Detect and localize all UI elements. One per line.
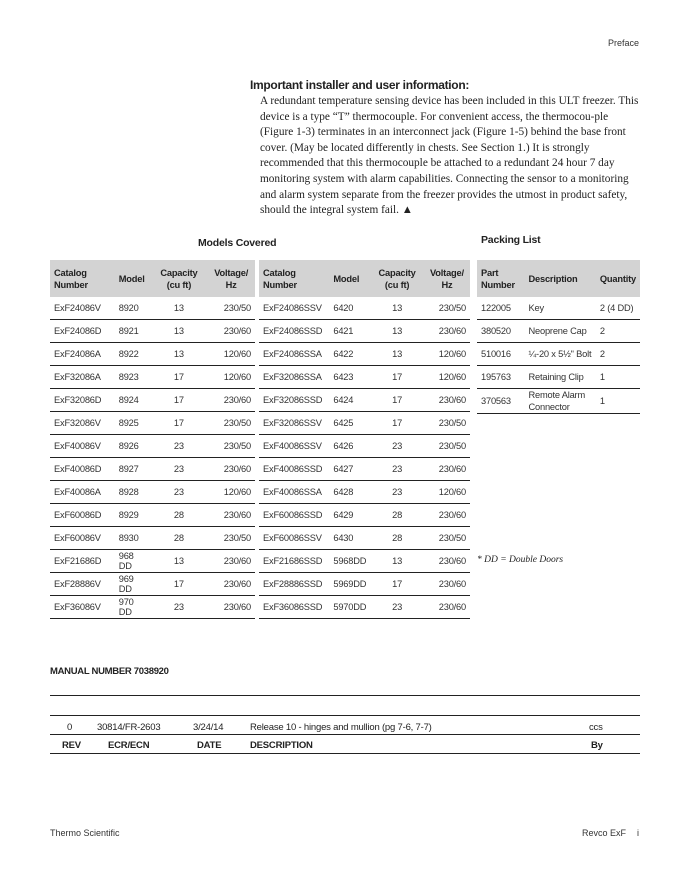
table-cell: 8923 xyxy=(115,366,151,389)
packing-note: * DD = Double Doors xyxy=(477,555,564,565)
table-cell: ExF32086V xyxy=(50,412,115,435)
table-cell: 17 xyxy=(151,412,208,435)
table-cell: ExF60086SSV xyxy=(259,527,329,550)
table-row xyxy=(50,435,255,458)
table-cell: 230/60 xyxy=(424,389,470,412)
by-value: ccs xyxy=(589,722,603,733)
table-row xyxy=(50,527,255,550)
table-cell: 8924 xyxy=(115,389,151,412)
table-cell: ExF40086D xyxy=(50,458,115,481)
section-header: Preface xyxy=(607,38,639,48)
table-cell: ExF24086SSV xyxy=(259,297,329,320)
column-header: Voltage/ Hz xyxy=(207,260,255,297)
page-number: i xyxy=(637,828,639,838)
table-cell: 380520 xyxy=(477,320,525,343)
table-cell: 230/50 xyxy=(207,297,255,320)
table-row xyxy=(259,343,470,366)
table-cell: 120/60 xyxy=(207,366,255,389)
table-row xyxy=(259,504,470,527)
table-cell: 969 DD xyxy=(115,573,151,596)
table-cell: 1 xyxy=(596,389,640,414)
table-cell: ExF28886SSD xyxy=(259,573,329,596)
table-cell: ExF24086A xyxy=(50,343,115,366)
table-row xyxy=(50,297,255,320)
table-cell: ExF32086SSD xyxy=(259,389,329,412)
table-cell: 120/60 xyxy=(424,343,470,366)
table-cell: ExF32086SSV xyxy=(259,412,329,435)
table-cell: Neoprene Cap xyxy=(525,320,596,343)
table-cell: 8925 xyxy=(115,412,151,435)
table-cell: 17 xyxy=(370,389,424,412)
table-cell: ExF32086SSA xyxy=(259,366,329,389)
footer-brand: Thermo Scientific xyxy=(50,828,120,838)
table-cell: 23 xyxy=(151,458,208,481)
table-cell: ExF21686SSD xyxy=(259,550,329,573)
table-cell: ExF40086SSV xyxy=(259,435,329,458)
table-cell: 195763 xyxy=(477,366,525,389)
table-cell: 6421 xyxy=(329,320,370,343)
table-row xyxy=(50,343,255,366)
table-cell: 2 xyxy=(596,343,640,366)
table-cell: 13 xyxy=(151,343,208,366)
table-cell: 17 xyxy=(370,573,424,596)
table-cell: ExF40086SSD xyxy=(259,458,329,481)
table-cell: 6422 xyxy=(329,343,370,366)
table-cell: 13 xyxy=(370,550,424,573)
column-header: Capacity (cu ft) xyxy=(370,260,424,297)
table-cell: ExF36086SSD xyxy=(259,596,329,619)
table-cell: 5968DD xyxy=(329,550,370,573)
column-header: Model xyxy=(115,260,151,297)
table-cell: 230/50 xyxy=(207,412,255,435)
table-cell: 230/60 xyxy=(207,389,255,412)
table-cell: ExF32086D xyxy=(50,389,115,412)
table-row xyxy=(50,366,255,389)
table-cell: 120/60 xyxy=(207,481,255,504)
table-cell: 230/50 xyxy=(424,412,470,435)
column-header: Model xyxy=(329,260,370,297)
table-row xyxy=(259,550,470,573)
rev-value: 0 xyxy=(67,722,73,733)
table-cell: 230/60 xyxy=(207,550,255,573)
date-value: 3/24/14 xyxy=(193,722,224,733)
column-header: Part Number xyxy=(477,260,525,297)
table-cell: 230/60 xyxy=(207,320,255,343)
table-cell: 970 DD xyxy=(115,596,151,619)
table-cell: 120/60 xyxy=(207,343,255,366)
column-header: Capacity (cu ft) xyxy=(151,260,208,297)
table-cell: 23 xyxy=(151,481,208,504)
table-row xyxy=(259,435,470,458)
header-row xyxy=(259,260,470,297)
table-cell: ExF40086SSA xyxy=(259,481,329,504)
table-cell: 230/50 xyxy=(207,435,255,458)
table-cell: 28 xyxy=(370,527,424,550)
info-title: Important installer and user information: xyxy=(250,78,470,92)
table-row xyxy=(259,389,470,412)
table-cell: 230/60 xyxy=(424,504,470,527)
divider xyxy=(50,695,640,696)
header-row xyxy=(50,260,255,297)
table-cell: 230/60 xyxy=(424,320,470,343)
models-table-right xyxy=(259,260,470,619)
table-cell: 230/60 xyxy=(424,458,470,481)
by-header: By xyxy=(591,740,603,751)
table-row xyxy=(259,596,470,619)
column-header: Catalog Number xyxy=(50,260,115,297)
table-row xyxy=(477,389,640,414)
table-cell: 230/60 xyxy=(207,504,255,527)
table-cell: 6426 xyxy=(329,435,370,458)
table-row xyxy=(50,458,255,481)
table-cell: 8927 xyxy=(115,458,151,481)
table-row xyxy=(477,366,640,389)
table-row xyxy=(259,573,470,596)
table-cell: 230/50 xyxy=(207,527,255,550)
table-row xyxy=(259,366,470,389)
table-cell: 370563 xyxy=(477,389,525,414)
table-cell: 230/60 xyxy=(207,573,255,596)
table-cell: 6425 xyxy=(329,412,370,435)
table-cell: 6427 xyxy=(329,458,370,481)
divider xyxy=(50,734,640,735)
table-cell: 6430 xyxy=(329,527,370,550)
table-cell: ExF60086V xyxy=(50,527,115,550)
date-header: DATE xyxy=(197,740,222,751)
table-cell: ExF21686D xyxy=(50,550,115,573)
table-cell: 8928 xyxy=(115,481,151,504)
header-row xyxy=(477,260,640,297)
table-cell: ExF60086D xyxy=(50,504,115,527)
table-cell: 28 xyxy=(151,527,208,550)
table-row xyxy=(50,596,255,619)
table-cell: Remote Alarm Connector xyxy=(525,389,596,414)
table-row xyxy=(50,573,255,596)
column-header: Quantity xyxy=(596,260,640,297)
table-cell: 122005 xyxy=(477,297,525,320)
table-cell: 230/60 xyxy=(424,596,470,619)
table-cell: 968 DD xyxy=(115,550,151,573)
ecr-value: 30814/FR-2603 xyxy=(97,722,161,733)
footer-product: Revco ExF xyxy=(582,828,627,838)
table-cell: 17 xyxy=(151,389,208,412)
column-header: Voltage/ Hz xyxy=(424,260,470,297)
column-header: Catalog Number xyxy=(259,260,329,297)
table-cell: 1 xyxy=(596,366,640,389)
table-row xyxy=(50,389,255,412)
table-cell: 23 xyxy=(370,596,424,619)
table-cell: 8922 xyxy=(115,343,151,366)
table-cell: 23 xyxy=(151,596,208,619)
table-cell: 8921 xyxy=(115,320,151,343)
table-row xyxy=(477,343,640,366)
table-cell: 13 xyxy=(151,320,208,343)
table-cell: 6423 xyxy=(329,366,370,389)
ecr-header: ECR/ECN xyxy=(108,740,150,751)
table-row xyxy=(259,320,470,343)
table-cell: 230/50 xyxy=(424,527,470,550)
packing-title: Packing List xyxy=(481,234,541,246)
table-cell: 17 xyxy=(370,412,424,435)
table-cell: 120/60 xyxy=(424,366,470,389)
models-title: Models Covered xyxy=(198,237,277,249)
table-cell: ExF24086V xyxy=(50,297,115,320)
table-cell: 23 xyxy=(370,458,424,481)
table-row xyxy=(259,412,470,435)
table-cell: 6424 xyxy=(329,389,370,412)
table-cell: 510016 xyxy=(477,343,525,366)
table-row xyxy=(50,412,255,435)
table-cell: 13 xyxy=(370,343,424,366)
info-body: A redundant temperature sensing device has been included in this ULT freezer. This device is a type “T” thermocouple. For convenient access, the thermocou-ple (Figure 1-3) terminates in an interconnect jack (Figure 1-5) behind the base front cover. (May be located differently in chests. See Section 1.) It is strongly recommended that this thermocouple be attached to a redundant 24 hour 7 day monitoring system with alarm capabilities. Connecting the sensor to a monitoring and alarm system separate from the freezer provides the utmost in product safety, should the integral system fail. ▲ xyxy=(260,95,639,217)
table-cell: 13 xyxy=(151,297,208,320)
table-row xyxy=(259,297,470,320)
table-cell: ExF24086SSD xyxy=(259,320,329,343)
table-cell: ¼-20 x 5½" Bolt xyxy=(525,343,596,366)
table-cell: 13 xyxy=(370,320,424,343)
table-cell: ExF40086V xyxy=(50,435,115,458)
table-cell: 28 xyxy=(151,504,208,527)
table-cell: 6420 xyxy=(329,297,370,320)
table-cell: 13 xyxy=(370,297,424,320)
table-row xyxy=(477,320,640,343)
table-cell: 8920 xyxy=(115,297,151,320)
divider xyxy=(50,715,640,716)
table-cell: ExF24086D xyxy=(50,320,115,343)
table-cell: 8926 xyxy=(115,435,151,458)
table-cell: 17 xyxy=(151,573,208,596)
table-cell: ExF40086A xyxy=(50,481,115,504)
description-header: DESCRIPTION xyxy=(250,740,313,751)
table-cell: 230/60 xyxy=(424,573,470,596)
column-header: Description xyxy=(525,260,596,297)
table-cell: 8929 xyxy=(115,504,151,527)
table-cell: 28 xyxy=(370,504,424,527)
table-row xyxy=(259,481,470,504)
table-cell: 17 xyxy=(370,366,424,389)
table-cell: 23 xyxy=(370,435,424,458)
table-cell: 5970DD xyxy=(329,596,370,619)
table-cell: 120/60 xyxy=(424,481,470,504)
table-cell: ExF28886V xyxy=(50,573,115,596)
table-cell: 8930 xyxy=(115,527,151,550)
description-value: Release 10 - hinges and mullion (pg 7-6, 7-7) xyxy=(250,722,432,733)
table-cell: 13 xyxy=(151,550,208,573)
table-cell: 17 xyxy=(151,366,208,389)
table-cell: 6429 xyxy=(329,504,370,527)
table-cell: ExF32086A xyxy=(50,366,115,389)
table-row xyxy=(259,458,470,481)
table-row xyxy=(50,320,255,343)
manual-number: MANUAL NUMBER 7038920 xyxy=(50,666,169,677)
table-cell: 2 (4 DD) xyxy=(596,297,640,320)
table-cell: 230/60 xyxy=(207,458,255,481)
table-cell: ExF60086SSD xyxy=(259,504,329,527)
table-cell: 23 xyxy=(151,435,208,458)
models-table-left xyxy=(50,260,255,619)
table-cell: 5969DD xyxy=(329,573,370,596)
table-row xyxy=(259,527,470,550)
table-cell: ExF36086V xyxy=(50,596,115,619)
table-row xyxy=(50,550,255,573)
table-row xyxy=(50,481,255,504)
table-cell: 230/60 xyxy=(424,550,470,573)
table-cell: 230/60 xyxy=(207,596,255,619)
table-cell: 23 xyxy=(370,481,424,504)
table-cell: 2 xyxy=(596,320,640,343)
table-cell: Key xyxy=(525,297,596,320)
table-row xyxy=(477,297,640,320)
table-cell: 230/50 xyxy=(424,297,470,320)
table-cell: Retaining Clip xyxy=(525,366,596,389)
table-row xyxy=(50,504,255,527)
packing-table xyxy=(477,260,640,414)
divider xyxy=(50,753,640,754)
table-cell: 230/50 xyxy=(424,435,470,458)
table-cell: 6428 xyxy=(329,481,370,504)
rev-header: REV xyxy=(62,740,81,751)
table-cell: ExF24086SSA xyxy=(259,343,329,366)
